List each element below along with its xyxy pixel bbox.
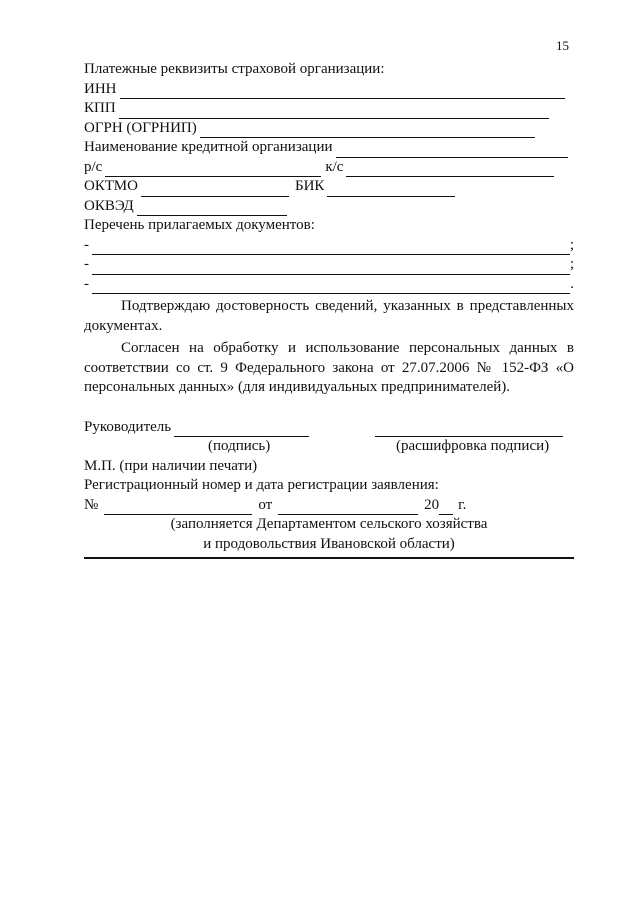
head-label: Руководитель [84,418,172,435]
year-suffix: г. [458,496,467,513]
doc-item [84,236,574,256]
signature-field[interactable] [174,422,309,437]
kpp-label: КПП [84,100,116,116]
number-sign: № [84,496,99,513]
okved-row [84,197,574,217]
year-prefix: 20 [424,496,440,513]
confirm-paragraph: Подтверждаю достоверность сведений, указанных в представленных документах. [84,298,574,334]
registration-date-field[interactable] [278,500,418,515]
bank-name-field[interactable] [336,143,568,158]
registration-note-line1: (заполняется Департаментом сельского хозяйства [170,516,488,532]
doc-item-end: ; [569,236,574,253]
kpp-field[interactable] [119,104,549,119]
decode-caption: (расшифровка подписи) [396,438,550,454]
bik-field[interactable] [327,182,455,197]
bottom-rule [84,557,574,559]
ogrn-field[interactable] [200,123,535,138]
doc-item [84,255,574,275]
registration-number-field[interactable] [104,500,252,515]
ks-field[interactable] [346,162,554,177]
inn-field[interactable] [120,84,565,99]
seal-label: М.П. (при наличии печати) [84,457,258,474]
bank-name-row [84,138,574,158]
okved-field[interactable] [137,201,287,216]
sign-caption: (подпись) [208,438,271,454]
doc-item-field[interactable] [92,240,570,255]
inn-label: ИНН [84,80,117,97]
from-label: от [258,496,273,513]
doc-item-end: . [570,275,574,292]
bik-label: БИК [294,178,325,194]
payment-heading-line [84,60,574,80]
doc-item-field[interactable] [92,260,570,275]
page-number: 15 [556,38,569,53]
consent-paragraph: Согласен на обработку и использование персональных данных в соответствии со ст. 9 Федерального закона от 27.07.2006 № 152-ФЗ «О персональных данных» (для индивидуальных предпринимателей). [84,340,574,395]
inn-row [84,80,574,100]
oktmo-field[interactable] [141,182,289,197]
form-content [84,60,574,559]
seal-row [84,457,574,477]
docs-heading-line [84,216,574,236]
payment-heading: Платежные реквизиты страховой организации: [84,61,385,77]
accounts-row [84,158,574,178]
signature-captions-row [84,437,574,457]
doc-item-end: ; [569,256,574,272]
ks-label: к/с [325,158,344,175]
docs-heading: Перечень прилагаемых документов: [84,217,315,233]
oktmo-label: ОКТМО [84,178,138,194]
rs-field[interactable] [105,162,321,177]
signature-row [84,418,574,438]
doc-item-dash: - [84,256,89,272]
signature-decode-field[interactable] [375,422,563,437]
rs-label: р/с [84,158,103,175]
oktmo-bik-row [84,177,574,197]
bank-name-label: Наименование кредитной организации [84,139,333,155]
ogrn-label: ОГРН (ОГРНИП) [84,119,197,136]
registration-note-line2: и продовольствия Ивановской области) [203,535,455,552]
okved-label: ОКВЭД [84,197,134,214]
doc-item-dash: - [84,275,89,292]
registration-heading-line [84,476,574,496]
doc-item [84,275,574,295]
registration-heading: Регистрационный номер и дата регистрации заявления: [84,477,439,493]
registration-row [84,496,574,516]
doc-item-field[interactable] [92,279,570,294]
year-field[interactable] [439,500,453,515]
kpp-row [84,99,574,119]
ogrn-row [84,119,574,139]
doc-item-dash: - [84,236,89,253]
